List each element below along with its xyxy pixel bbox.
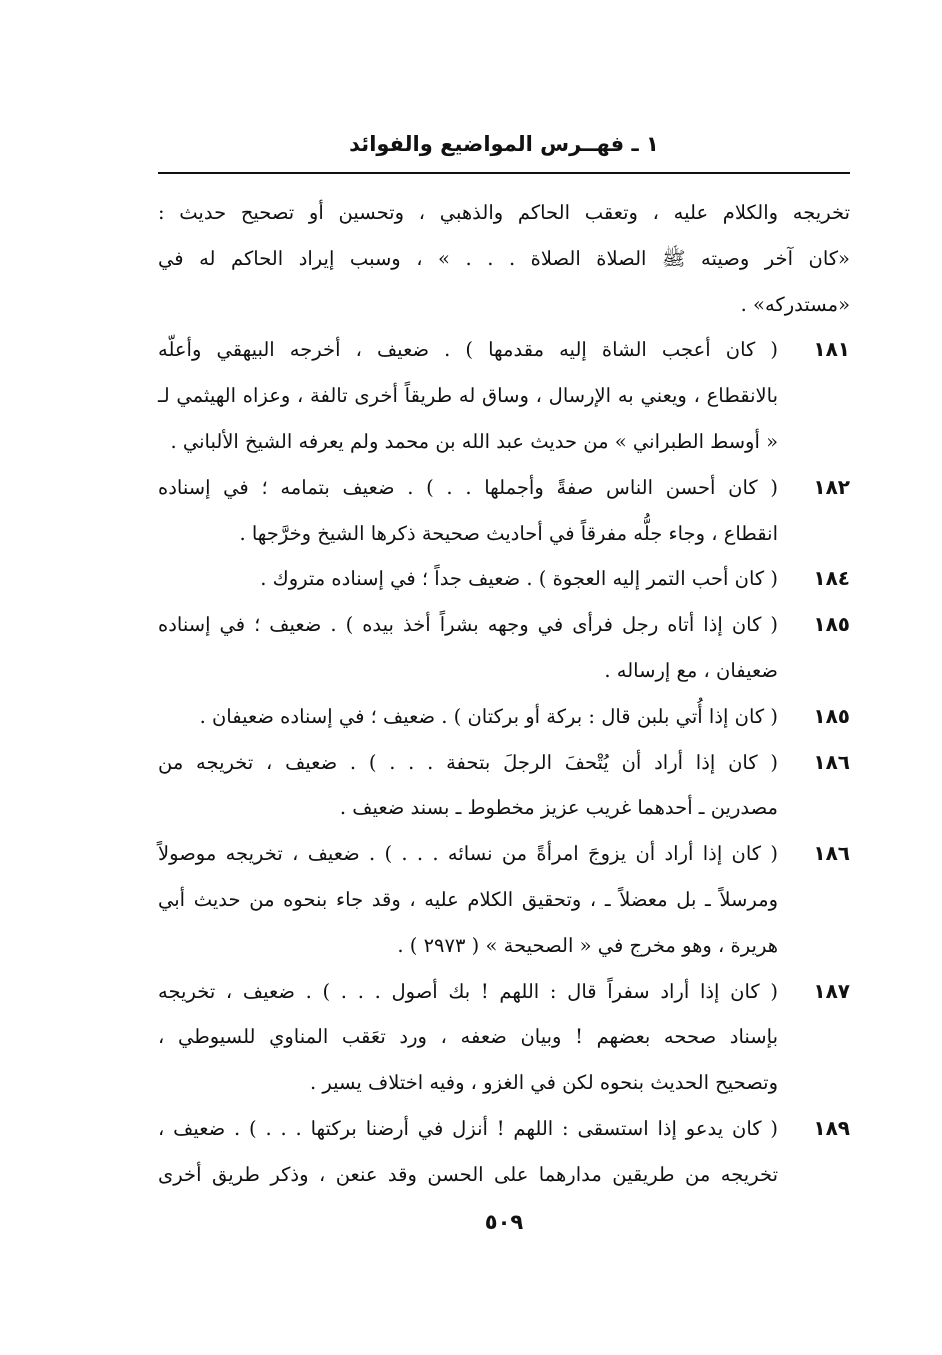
text-line bbox=[158, 190, 850, 236]
line-text: مصدرين ـ أحدهما غريب عزيز مخطوط ـ بسند ضعيف . bbox=[339, 796, 778, 820]
text-line bbox=[158, 785, 850, 831]
index-content bbox=[158, 190, 850, 1198]
line-text: ( كان يدعو إذا استسقى : اللهم ! أنزل في أرضنا بركتها . . . ) . ضعيف ، bbox=[158, 1116, 778, 1140]
line-text: ( كان إذا أُتي بلبن قال : بركة أو بركتان ) . ضعيف ؛ في إسناده ضعيفان . bbox=[199, 704, 778, 728]
text-line bbox=[158, 923, 850, 969]
text-line bbox=[158, 327, 850, 373]
line-text: تخريجه من طريقين مدارهما على الحسن وقد عنعن ، وذكر طريق أخرى bbox=[158, 1162, 778, 1186]
line-text: ( كان إذا أراد سفراً قال : اللهم ! بك أصول . . . ) . ضعيف ، تخريجه bbox=[158, 979, 778, 1003]
entry-number: ١٨٥ bbox=[813, 612, 850, 637]
text-line bbox=[158, 694, 850, 740]
line-text: «كان آخر وصيته ﷺ الصلاة الصلاة . . . » ، وسبب إيراد الحاكم له في bbox=[158, 246, 850, 270]
text-line bbox=[158, 1106, 850, 1152]
entry-number: ١٨٧ bbox=[813, 978, 850, 1003]
text-line bbox=[158, 419, 850, 465]
line-text: ( كان إذا أراد أن يزوجَ امرأةً من نسائه . . . ) . ضعيف ، تخريجه موصولاً bbox=[158, 842, 778, 866]
line-text: ( كان إذا أراد أن يُتْحفَ الرجلَ بتحفة . . . ) . ضعيف ، تخريجه من bbox=[158, 750, 778, 774]
text-line bbox=[158, 465, 850, 511]
text-line bbox=[158, 602, 850, 648]
line-text: ( كان أحسن الناس صفةً وأجملها . . ) . ضعيف بتمامه ؛ في إسناده bbox=[158, 475, 778, 499]
line-text: وتصحيح الحديث بنحوه لكن في الغزو ، وفيه اختلاف يسير . bbox=[309, 1071, 778, 1095]
text-line bbox=[158, 556, 850, 602]
entry-number: ١٨١ bbox=[813, 337, 850, 362]
entry-number: ١٨٢ bbox=[813, 474, 850, 499]
entry-number: ١٨٥ bbox=[813, 703, 850, 728]
line-text: ( كان أحب التمر إليه العجوة ) . ضعيف جداً ؛ في إسناده متروك . bbox=[260, 567, 778, 591]
line-text: ضعيفان ، مع إرساله . bbox=[604, 658, 778, 682]
text-line bbox=[158, 373, 850, 419]
text-line bbox=[158, 1014, 850, 1060]
header-rule bbox=[158, 172, 850, 174]
line-text: ( كان إذا أتاه رجل فرأى في وجهه بشراً أخذ بيده ) . ضعيف ؛ في إسناده bbox=[158, 613, 778, 637]
text-line bbox=[158, 877, 850, 923]
line-text: تخريجه والكلام عليه ، وتعقب الحاكم والذهبي ، وتحسين أو تصحيح حديث : bbox=[158, 201, 850, 224]
page-number: ٥٠٩ bbox=[484, 1210, 524, 1234]
entry-number: ١٨٦ bbox=[813, 841, 850, 866]
text-line bbox=[158, 236, 850, 282]
line-text: « أوسط الطبراني » من حديث عبد الله بن محمد ولم يعرفه الشيخ الألباني . bbox=[170, 429, 778, 453]
line-text: ومرسلاً ـ بل معضلاً ـ ، وتحقيق الكلام عليه ، وقد جاء بنحوه من حديث أبي bbox=[158, 887, 778, 911]
text-line bbox=[158, 511, 850, 557]
line-text: «مستدركه» . bbox=[740, 292, 850, 316]
entry-number: ١٨٦ bbox=[813, 749, 850, 774]
text-line bbox=[158, 648, 850, 694]
page-header-title: ١ ـ فهــرس المواضيع والفوائد bbox=[349, 132, 659, 156]
line-text: هريرة ، وهو مخرج في « الصحيحة » ( ٢٩٧٣ ) . bbox=[397, 933, 778, 957]
text-line bbox=[158, 1060, 850, 1106]
entry-number: ١٨٤ bbox=[813, 566, 850, 591]
line-text: ( كان أعجب الشاة إليه مقدمها ) . ضعيف ، أخرجه البيهقي وأعلّه bbox=[158, 338, 778, 362]
line-text: بالانقطاع ، ويعني به الإرسال ، وساق له طريقاً أخرى تالفة ، وعزاه الهيثمي لـ bbox=[158, 384, 778, 408]
text-line bbox=[158, 969, 850, 1015]
text-line bbox=[158, 831, 850, 877]
line-text: انقطاع ، وجاء جلُّه مفرقاً في أحاديث صحيحة ذكرها الشيخ وخرَّجها . bbox=[239, 521, 778, 545]
text-line bbox=[158, 1152, 850, 1198]
text-line bbox=[158, 740, 850, 786]
text-line bbox=[158, 282, 850, 328]
line-text: بإسناد صححه بعضهم ! وبيان ضعفه ، ورد تعَقب المناوي للسيوطي ، bbox=[158, 1025, 778, 1049]
entry-number: ١٨٩ bbox=[813, 1115, 850, 1140]
